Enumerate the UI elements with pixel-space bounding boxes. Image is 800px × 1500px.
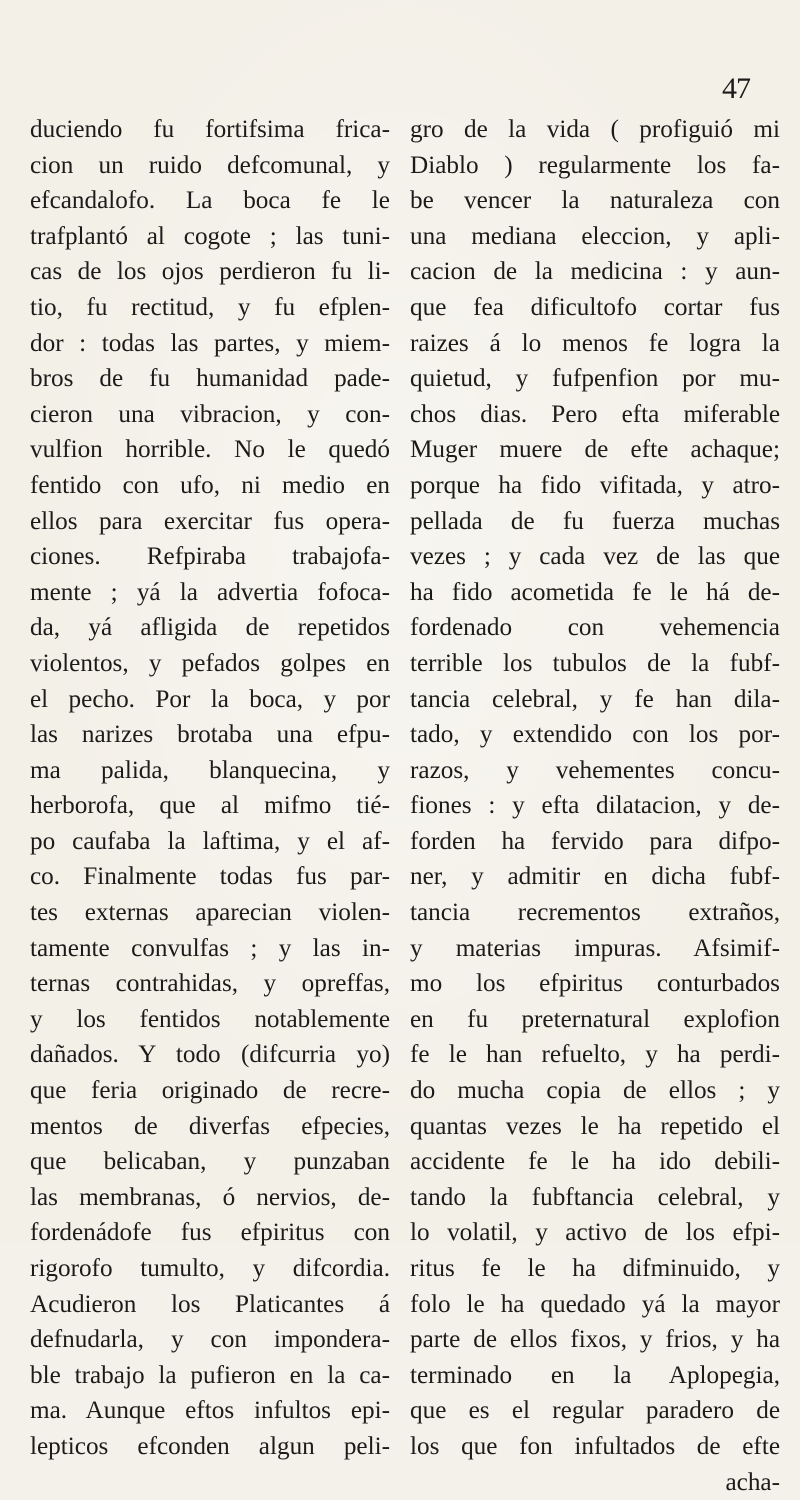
text-line: tancia recrementos extraños, bbox=[410, 899, 780, 927]
text-line: chos dias. Pero efta miferable bbox=[410, 400, 780, 428]
text-line: mente ; yá la advertia fofoca- bbox=[30, 578, 390, 606]
text-line: quantas vezes le ha repetido el bbox=[410, 1112, 780, 1140]
text-line: que feria originado de recre- bbox=[30, 1077, 390, 1105]
text-line: duciendo fu fortifsima frica- bbox=[30, 116, 390, 143]
text-line: dañados. Y todo (difcurria yo) bbox=[30, 1041, 390, 1069]
text-line: las membranas, ó nervios, de- bbox=[30, 1183, 390, 1211]
text-line: bros de fu humanidad pade- bbox=[30, 365, 390, 393]
text-line: parte de ellos fixos, y frios, y ha bbox=[410, 1326, 780, 1354]
page-number: 47 bbox=[722, 72, 750, 105]
text-line: fordenado con vehemencia bbox=[410, 614, 780, 642]
text-line: fentido con ufo, ni medio en bbox=[30, 471, 390, 499]
text-line: cas de los ojos perdieron fu li- bbox=[30, 258, 390, 286]
text-line: mo los efpiritus conturbados bbox=[410, 970, 780, 998]
catchword: acha- bbox=[725, 1468, 780, 1496]
text-line: gro de la vida ( profiguió mi bbox=[410, 116, 780, 143]
text-line: raizes á lo menos fe logra la bbox=[410, 329, 780, 357]
text-line: cieron una vibracion, y con- bbox=[30, 400, 390, 428]
text-line: herborofa, que al mifmo tié- bbox=[30, 792, 390, 820]
text-line: cacion de la medicina : y aun- bbox=[410, 258, 780, 286]
text-line: trafplantó al cogote ; las tuni- bbox=[30, 222, 390, 250]
text-line: da, yá afligida de repetidos bbox=[30, 614, 390, 642]
text-line: ble trabajo la pufieron en la ca- bbox=[30, 1361, 390, 1389]
text-line: tes externas aparecian violen- bbox=[30, 899, 390, 927]
text-line: ritus fe le ha difminuido, y bbox=[410, 1255, 780, 1282]
text-line: ha fido acometida fe le há de- bbox=[410, 578, 780, 606]
text-line: que fea dificultofo cortar fus bbox=[410, 293, 780, 321]
text-line: fe le han refuelto, y ha perdi- bbox=[410, 1041, 780, 1069]
text-line: el pecho. Por la boca, y por bbox=[30, 685, 390, 713]
text-line: ternas contrahidas, y opreffas, bbox=[30, 970, 390, 998]
text-line: do mucha copia de ellos ; y bbox=[410, 1077, 780, 1105]
text-line: ma palida, blanquecina, y bbox=[30, 756, 390, 784]
text-line: y materias impuras. Afsimif- bbox=[410, 934, 780, 962]
text-line: fordenádofe fus efpiritus con bbox=[30, 1219, 390, 1247]
text-line: accidente fe le ha ido debili- bbox=[410, 1148, 780, 1176]
text-line: cion un ruido defcomunal, y bbox=[30, 151, 390, 179]
text-line: tado, y extendido con los por- bbox=[410, 721, 780, 749]
text-line: los que fon infultados de efte bbox=[410, 1432, 780, 1460]
text-line: tamente convulfas ; y las in- bbox=[30, 934, 390, 962]
text-line: porque ha fido vifitada, y atro- bbox=[410, 471, 780, 499]
text-line: vulfion horrible. No le quedó bbox=[30, 436, 390, 464]
text-line: be vencer la naturaleza con bbox=[410, 187, 780, 215]
left-text-column bbox=[30, 112, 390, 1465]
text-line: pellada de fu fuerza muchas bbox=[410, 507, 780, 535]
right-text-column bbox=[410, 112, 780, 1500]
text-line: lo volatil, y activo de los efpi- bbox=[410, 1219, 780, 1247]
text-line: ner, y admitir en dicha fubf- bbox=[410, 863, 780, 891]
text-line: terminado en la Aplopegia, bbox=[410, 1361, 780, 1389]
text-line: lepticos efconden algun peli- bbox=[30, 1432, 390, 1460]
text-line: po caufaba la laftima, y el af- bbox=[30, 827, 390, 855]
text-line: dor : todas las partes, y miem- bbox=[30, 329, 390, 357]
text-line: que belicaban, y punzaban bbox=[30, 1148, 390, 1176]
text-line: violentos, y pefados golpes en bbox=[30, 649, 390, 677]
text-line: razos, y vehementes concu- bbox=[410, 756, 780, 784]
text-line: Diablo ) regularmente los fa- bbox=[410, 151, 780, 179]
text-line: mentos de diverfas efpecies, bbox=[30, 1112, 390, 1140]
text-line: ma. Aunque eftos infultos epi- bbox=[30, 1397, 390, 1425]
text-line: ciones. Refpiraba trabajofa- bbox=[30, 543, 390, 571]
text-line: co. Finalmente todas fus par- bbox=[30, 863, 390, 891]
text-line: efcandalofo. La boca fe le bbox=[30, 187, 390, 215]
text-line: y los fentidos notablemente bbox=[30, 1005, 390, 1033]
text-line: tando la fubftancia celebral, y bbox=[410, 1183, 780, 1211]
text-line: terrible los tubulos de la fubf- bbox=[410, 649, 780, 677]
text-line: Acudieron los Platicantes á bbox=[30, 1290, 390, 1318]
text-line: que es el regular paradero de bbox=[410, 1397, 780, 1425]
text-line: tancia celebral, y fe han dila- bbox=[410, 685, 780, 713]
text-line: quietud, y fufpenfion por mu- bbox=[410, 365, 780, 393]
text-line: folo le ha quedado yá la mayor bbox=[410, 1290, 780, 1318]
text-line: defnudarla, y con imponderа- bbox=[30, 1326, 390, 1354]
text-line: ellos para exercitar fus opera- bbox=[30, 507, 390, 535]
text-line: las narizes brotaba una efpu- bbox=[30, 721, 390, 749]
text-line: Muger muere de efte achaque; bbox=[410, 436, 780, 464]
text-line: en fu preternatural explofion bbox=[410, 1005, 780, 1033]
text-line: rigorofo tumulto, y difcordia. bbox=[30, 1255, 390, 1282]
text-line: una mediana eleccion, y apli- bbox=[410, 222, 780, 250]
text-line: vezes ; y cada vez de las que bbox=[410, 543, 780, 571]
text-line: tio, fu rectitud, y fu efplen- bbox=[30, 293, 390, 321]
text-line: forden ha fervido para difpo- bbox=[410, 827, 780, 855]
text-line: fiones : y efta dilatacion, y de- bbox=[410, 792, 780, 820]
